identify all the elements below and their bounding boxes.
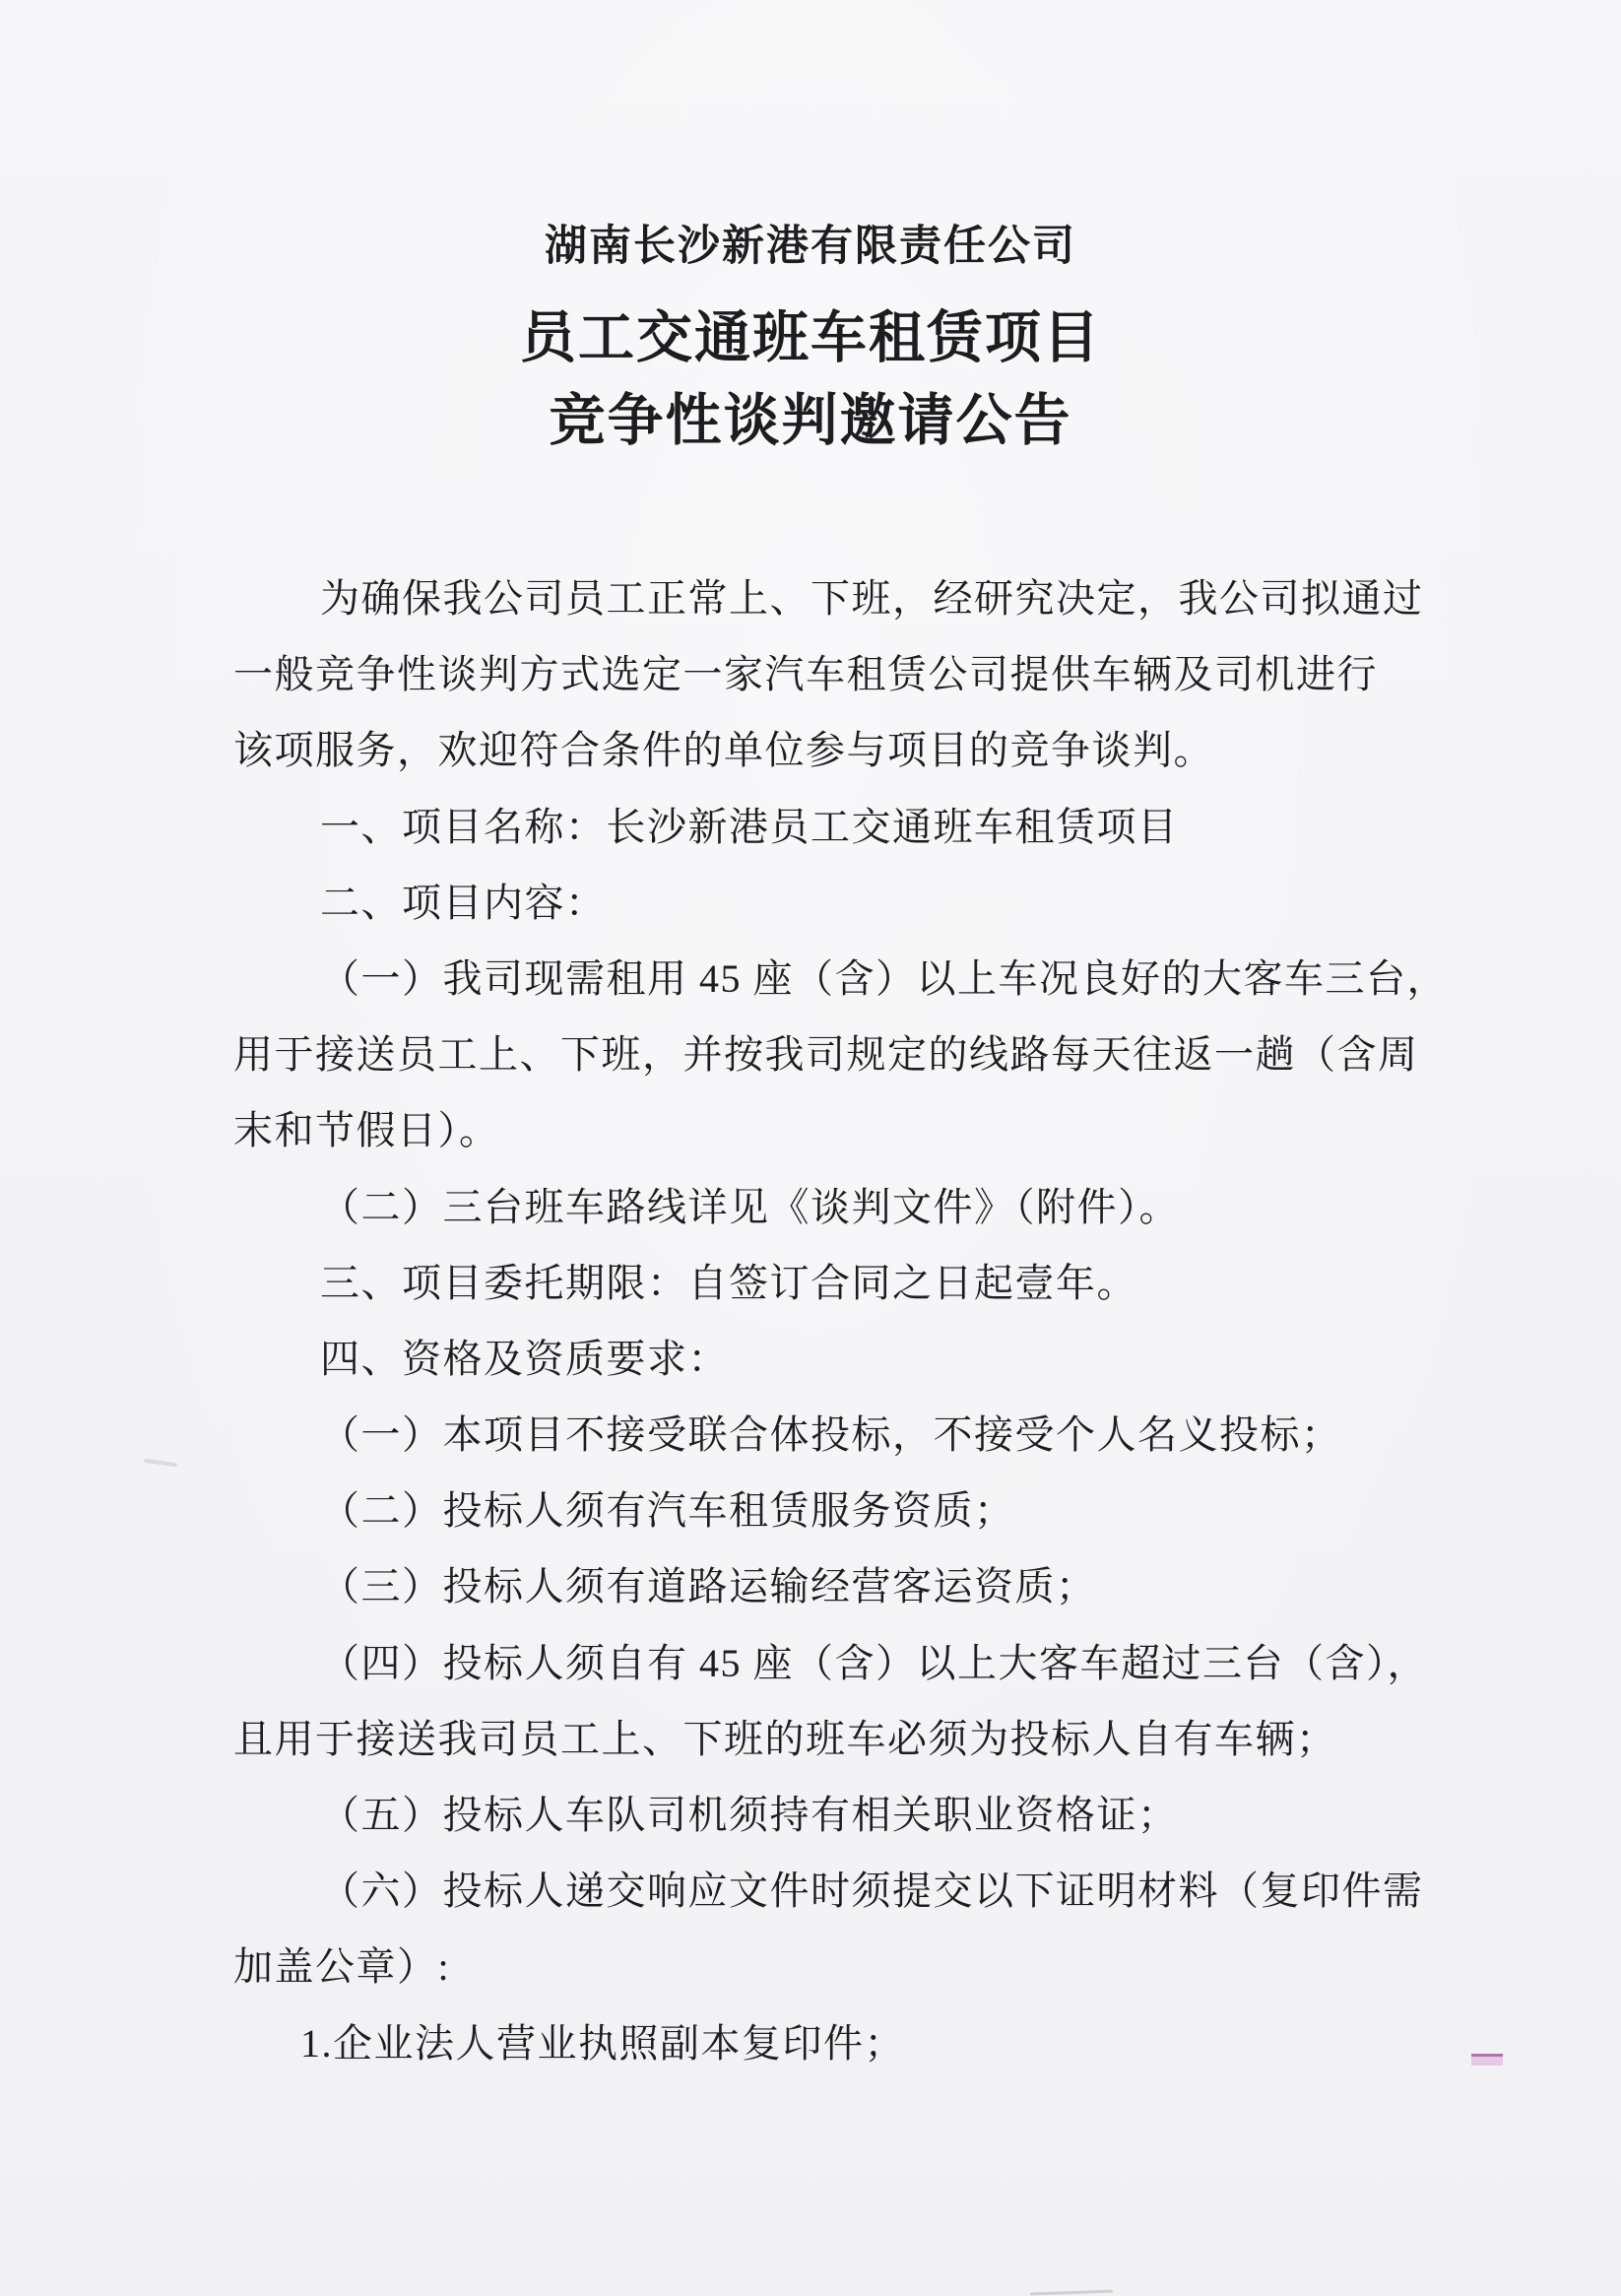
scan-artifact-pink-mark: [1471, 2054, 1503, 2066]
body-line: 一般竞争性谈判方式选定一家汽车租赁公司提供车辆及司机进行: [233, 652, 1378, 697]
document-title-project: 员工交通班车租赁项目: [520, 307, 1101, 369]
body-line: 三、项目委托期限：自签订合同之日起壹年。: [320, 1260, 1137, 1305]
body-line: 二、项目内容：: [320, 880, 607, 925]
body-line: 为确保我公司员工正常上、下班，经研究决定，我公司拟通过: [320, 576, 1424, 621]
body-line: 1.企业法人营业执照副本复印件；: [300, 2020, 905, 2066]
body-line: 四、资格及资质要求：: [320, 1336, 729, 1381]
scan-artifact-grey-bottom: [1030, 2290, 1113, 2296]
body-line: （二）投标人须有汽车租赁服务资质；: [320, 1488, 1015, 1534]
body-line: 加盖公章）:: [233, 1944, 451, 1990]
body-line: （五）投标人车队司机须持有相关职业资格证；: [320, 1793, 1179, 1837]
body-line: 且用于接送我司员工上、下班的班车必须为投标人自有车辆；: [233, 1716, 1337, 1761]
document-title-company: 湖南长沙新港有限责任公司: [545, 224, 1076, 270]
body-line: 末和节假日）。: [233, 1108, 500, 1153]
body-line: （四）投标人须自有 45 座（含）以上大客车超过三台（含），: [320, 1640, 1428, 1685]
scan-artifact-grey-left: [144, 1459, 177, 1468]
body-line: （六）投标人递交响应文件时须提交以下证明材料（复印件需: [320, 1869, 1424, 1914]
body-line: （三）投标人须有道路运输经营客运资质；: [320, 1564, 1097, 1609]
body-line: （二）三台班车路线详见《谈判文件》（附件）。: [320, 1184, 1180, 1229]
body-line: 用于接送员工上、下班，并按我司规定的线路每天往返一趟（含周: [233, 1032, 1419, 1078]
body-line: （一）本项目不接受联合体投标，不接受个人名义投标；: [320, 1412, 1342, 1458]
body-line: 一、项目名称：长沙新港员工交通班车租赁项目: [320, 804, 1179, 849]
document-body: [233, 560, 1474, 2081]
document-title-notice: 竞争性谈判邀请公告: [549, 390, 1072, 452]
body-line: 该项服务，欢迎符合条件的单位参与项目的竞争谈判。: [233, 728, 1214, 773]
body-line: （一）我司现需租用 45 座（含）以上车况良好的大客车三台，: [320, 955, 1448, 1001]
